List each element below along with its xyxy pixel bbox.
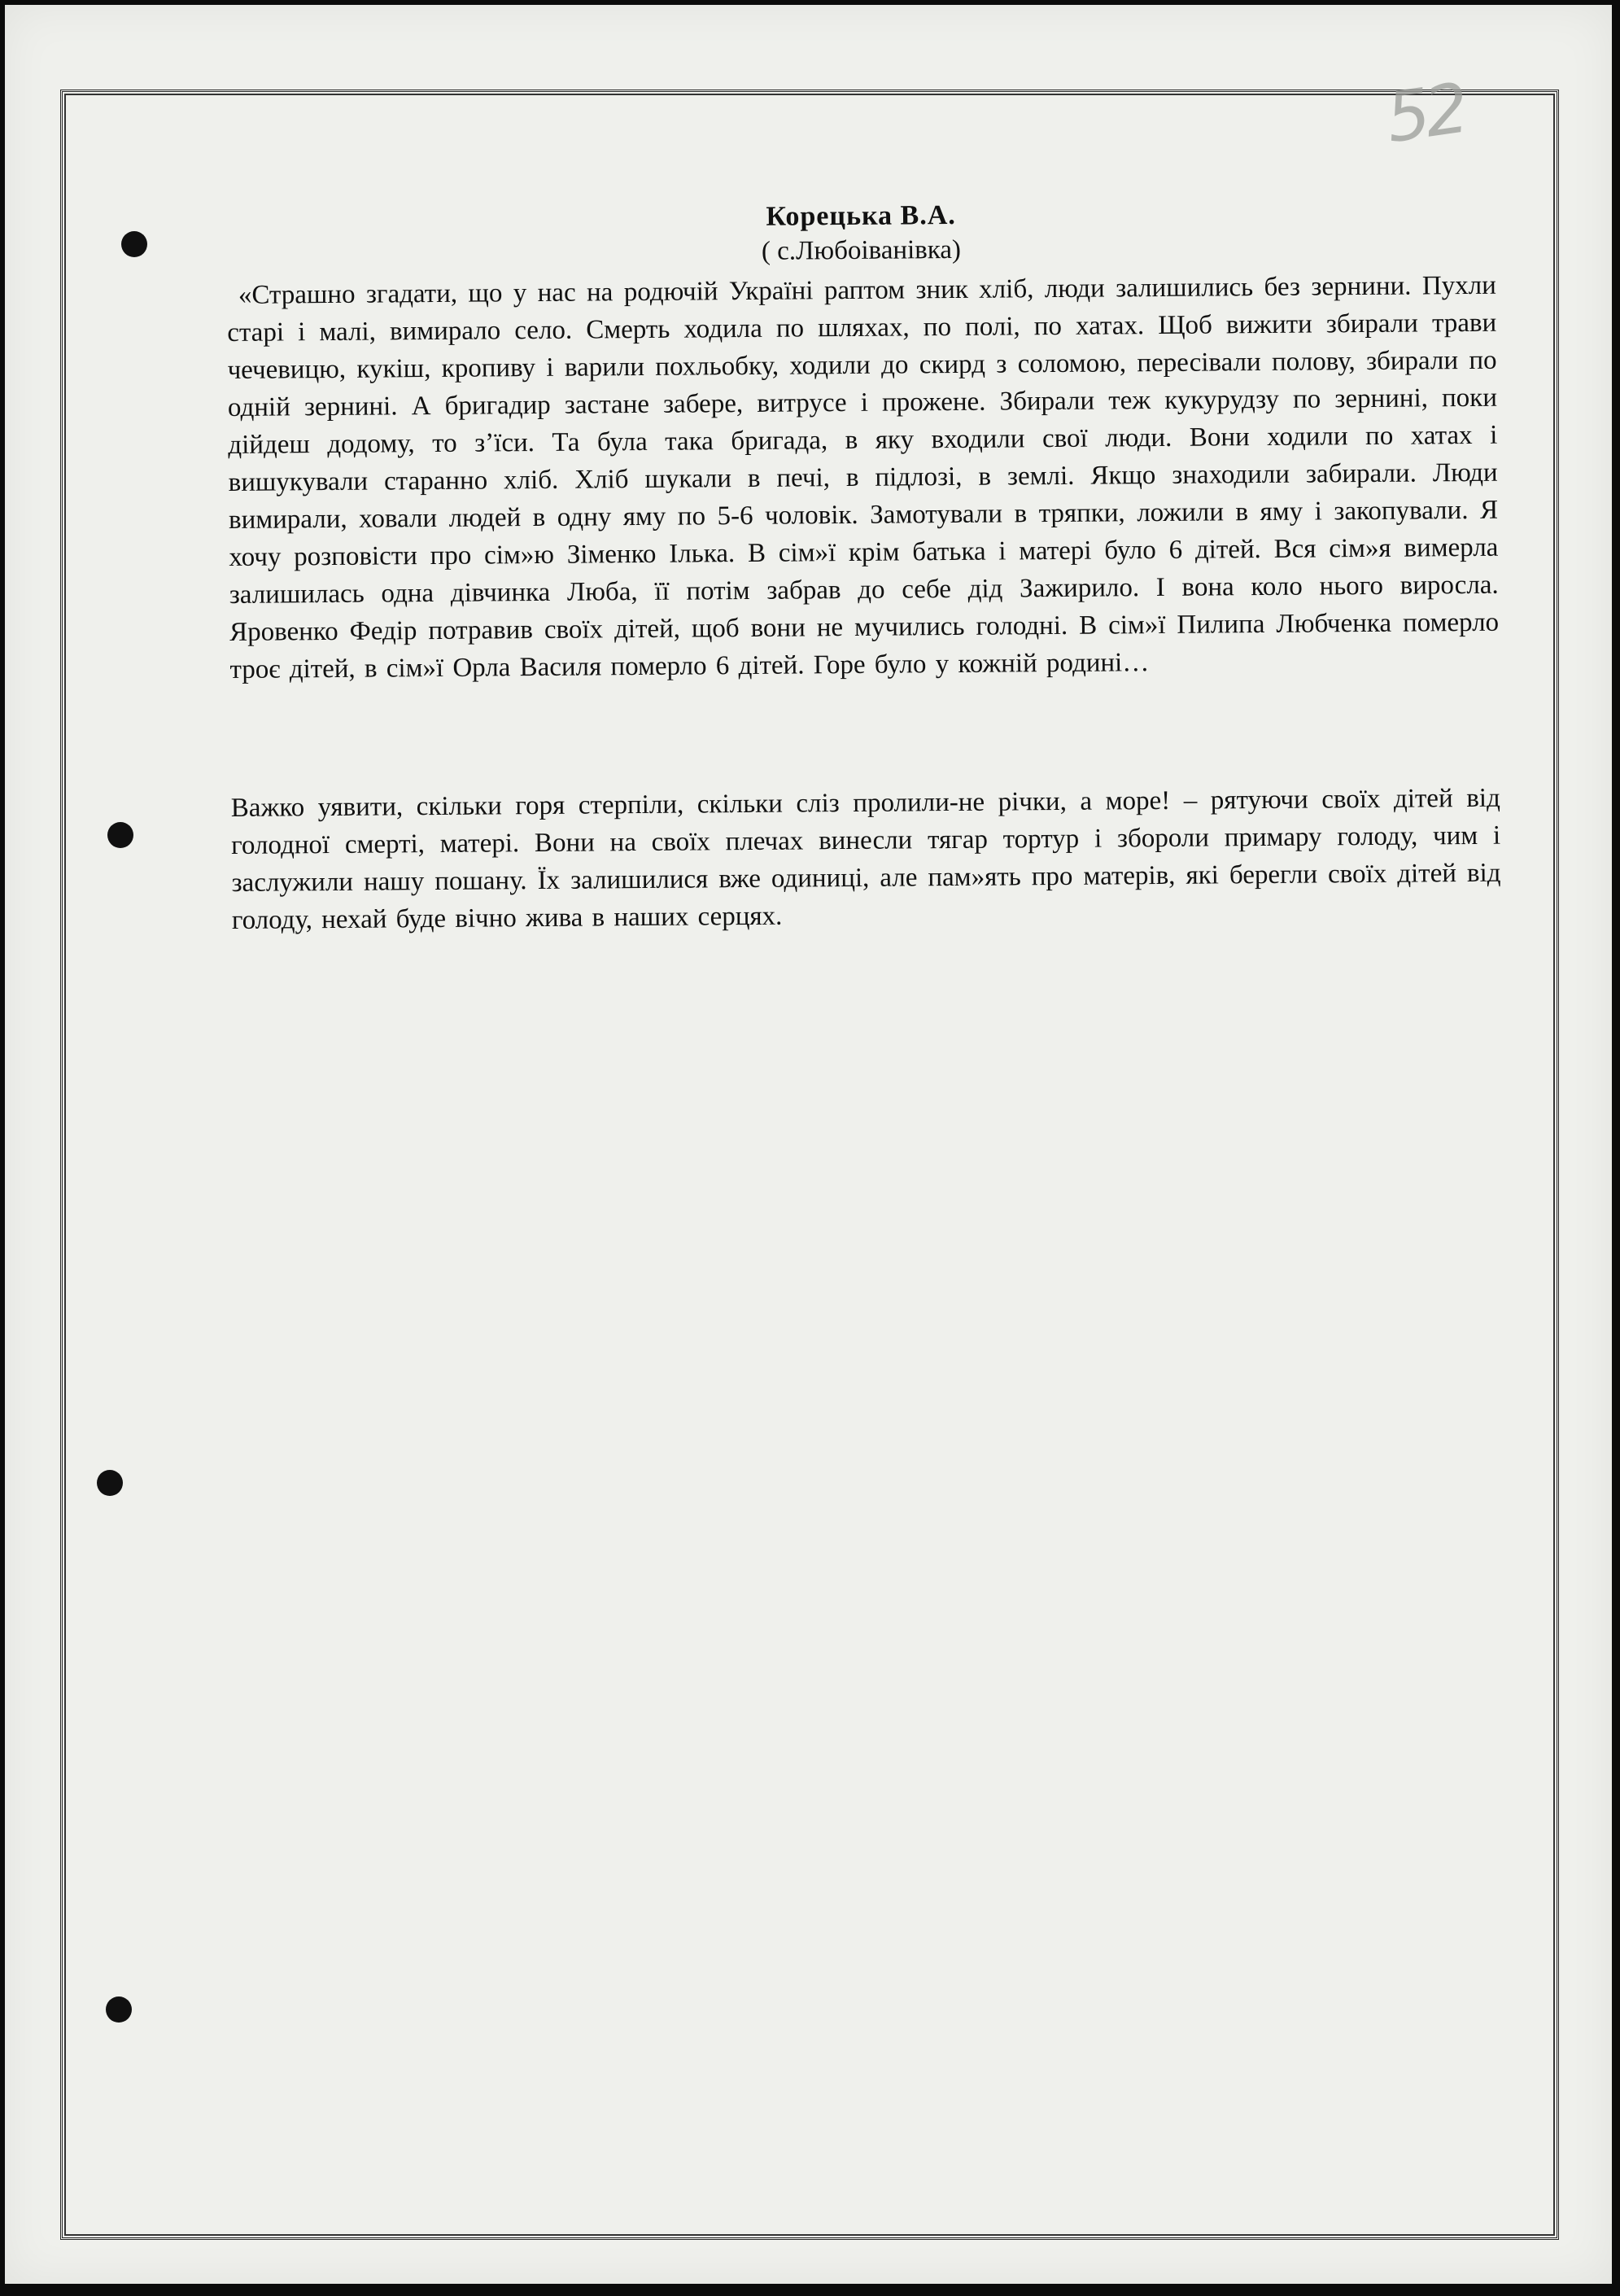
document-content <box>226 194 1501 939</box>
closing-paragraph: Важко уявити, скільки горя стерпіли, скільки сліз пролили-не річки, а море! – рятуючи своїх дітей від голодної смерті, матері. Вони на своїх плечах винесли тягар тортур і збороли примару голоду, чим і заслужили нашу пошану. Їх залишилися вже одиниці, але пам»ять про матерів, які берегли своїх дітей від голоду, нехай буде вічно жива в наших серцях. <box>230 783 1501 935</box>
punch-hole <box>121 231 147 257</box>
punch-hole <box>106 1996 132 2023</box>
author-name-heading: Корецька В.А. <box>766 199 956 232</box>
punch-hole <box>107 822 133 848</box>
punch-hole <box>97 1470 123 1496</box>
village-subtitle: ( с.Любоіванівка) <box>761 234 962 266</box>
handwritten-page-number: 52 <box>1381 68 1469 159</box>
testimony-paragraph: «Страшно згадати, що у нас на родючій Україні раптом зник хліб, люди залишились без зернини. Пухли старі і малі, вимирало село. Смерть ходила по шляхах, по полі, по хатах. Щоб вижити збирали трави чечевицю, кукіш, кропиву і варили похльобку, ходили до скирд з соломою, пересівали полову, збирали по одній зернині. А бригадир застане забере, витрусе і прожене. Збирали теж кукурудзу по зернині, поки дійдеш додому, то з’їси. Та була така бригада, в яку входили свої люди. Вони ходили по хатах і вишукували старанно хліб. Хліб шукали в печі, в підлозі, в землі. Якщо знаходили забирали. Люди вимирали, ховали людей в одну яму по 5-6 чоловік. Замотували в тряпки, ложили в яму і закопували. Я хочу розповісти про сім»ю Зіменко Ілька. В сім»ї крім батька і матері було 6 дітей. Вся сім»я вимерла залишилась одна дівчинка Люба, її потім забрав до себе дід Зажирило. І вона коло нього виросла. Яровенко Федір потравив своїх дітей, щоб вони не мучились голодні. В сім»ї Пилипа Любченка померло троє дітей, в сім»ї Орла Василя померло 6 дітей. Горе було у кожній родині… <box>227 270 1500 684</box>
document-page <box>5 5 1612 2284</box>
